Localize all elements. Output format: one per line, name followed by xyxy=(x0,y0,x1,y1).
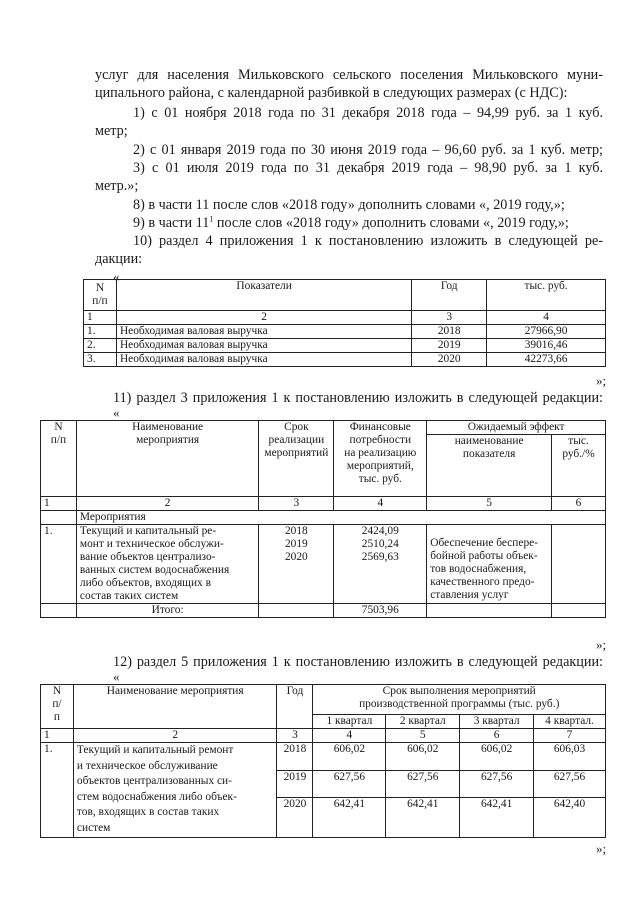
item-9-part-1: 9) в части 11 xyxy=(133,215,210,231)
table-row xyxy=(41,743,606,771)
section-11: 11) раздел 3 приложения 1 к постановлению изложить в следующей редакции: xyxy=(113,390,603,406)
item-3-line-a: 3) с 01 июля 2019 года по 31 декабря 2019 года – 98,90 руб. за 1 куб. xyxy=(133,160,603,176)
t3-2018-q4: 606,03 xyxy=(534,743,606,771)
intro-line-2: ципального района, с календарной разбивкой в следующих размерах (с НДС): xyxy=(95,85,568,101)
t2-total-empty-2 xyxy=(259,604,334,618)
t3-num-5: 5 xyxy=(386,729,460,743)
t3-2018-q3: 606,02 xyxy=(460,743,534,771)
t1-num-3: 3 xyxy=(412,311,487,325)
t2-total-label: Итого: xyxy=(76,604,258,618)
t2-row-pct xyxy=(552,525,606,604)
t2-num-3: 3 xyxy=(259,497,334,511)
t1-header-indicators: Показатели xyxy=(116,280,411,311)
t3-header-q1: 1 квартал xyxy=(313,715,386,729)
t2-total-empty xyxy=(41,604,77,618)
t2-total-value: 7503,96 xyxy=(334,604,427,618)
t1-header-n: N п/п xyxy=(84,280,117,311)
t3-num-3: 3 xyxy=(277,729,313,743)
t2-header-pct: тыс. руб./% xyxy=(552,435,606,497)
t3-num-7: 7 xyxy=(534,729,606,743)
t1-row2-n: 2. xyxy=(84,339,117,353)
table-row xyxy=(84,339,606,353)
t3-header-q4: 4 квартал. xyxy=(534,715,606,729)
t3-2018-q1: 606,02 xyxy=(313,743,386,771)
item-10-line-b: дакции: xyxy=(95,251,143,267)
t1-row1-year: 2018 xyxy=(412,325,487,339)
close-quote-2: »; xyxy=(596,637,607,652)
t3-2020-q2: 642,41 xyxy=(386,798,460,838)
t2-num-1: 1 xyxy=(41,497,77,511)
t1-row3-year: 2020 xyxy=(412,353,487,367)
open-quote-2: « xyxy=(113,405,120,420)
t2-header-indicator-name: наименование показателя xyxy=(427,435,552,497)
t3-2019-q3: 627,56 xyxy=(460,771,534,798)
t3-2020-year: 2020 xyxy=(277,798,313,838)
t1-row1-n: 1. xyxy=(84,325,117,339)
t3-header-n: N п/ п xyxy=(41,685,74,729)
t1-num-1: 1 xyxy=(84,311,117,325)
close-quote-3: »; xyxy=(596,841,607,856)
t2-total-empty-4 xyxy=(552,604,606,618)
t2-row-amounts: 2424,09 2510,24 2569,63 xyxy=(334,525,427,604)
item-10-line-a: 10) раздел 4 приложения 1 к постановлению изложить в следующей ре- xyxy=(133,233,603,249)
t2-row-effect: Обеспечение беспере- бойной работы объек- тов водоснабжения, качественного предо- ставления услуг xyxy=(427,525,552,604)
section-12: 12) раздел 5 приложения 1 к постановлению изложить в следующей редакции: xyxy=(113,654,603,670)
t2-row-name: Текущий и капитальный ре- монт и техническое обслужи- вание объектов централизо- ванных систем водоснабжения либо объектов, входящих в состав таких систем xyxy=(76,525,258,604)
open-quote-3: « xyxy=(113,669,120,684)
t3-2018-year: 2018 xyxy=(277,743,313,771)
t2-row-years: 2018 2019 2020 xyxy=(259,525,334,604)
t3-2019-year: 2019 xyxy=(277,771,313,798)
t2-num-2: 2 xyxy=(76,497,258,511)
t2-row-n: 1. xyxy=(41,525,77,604)
t3-row-n: 1. xyxy=(41,743,74,838)
t1-num-4: 4 xyxy=(487,311,606,325)
t3-header-term: Срок выполнения мероприятий производственной программы (тыс. руб.) xyxy=(313,685,606,715)
t3-2020-q3: 642,41 xyxy=(460,798,534,838)
t1-row1-ind: Необходимая валовая выручка xyxy=(116,325,411,339)
t3-num-6: 6 xyxy=(460,729,534,743)
t2-total-empty-3 xyxy=(427,604,552,618)
table-indicators xyxy=(83,279,606,367)
item-9-superscript: 1 xyxy=(209,214,214,224)
t3-2019-q1: 627,56 xyxy=(313,771,386,798)
t2-group-empty xyxy=(41,511,77,525)
t3-2018-q2: 606,02 xyxy=(386,743,460,771)
t2-header-effect: Ожидаемый эффект xyxy=(427,421,606,435)
item-1-line-a: 1) с 01 ноября 2018 года по 31 декабря 2018 года – 94,99 руб. за 1 куб. xyxy=(133,105,603,121)
t2-header-n: N п/п xyxy=(41,421,77,497)
close-quote-1: »; xyxy=(596,373,607,388)
t2-num-4: 4 xyxy=(334,497,427,511)
t3-2020-q4: 642,40 xyxy=(534,798,606,838)
t1-row2-ind: Необходимая валовая выручка xyxy=(116,339,411,353)
t1-header-rub: тыс. руб. xyxy=(487,280,606,311)
t3-num-2: 2 xyxy=(73,729,277,743)
t1-row3-ind: Необходимая валовая выручка xyxy=(116,353,411,367)
t3-2019-q4: 627,56 xyxy=(534,771,606,798)
t3-header-name: Наименование мероприятия xyxy=(73,685,277,729)
item-2: 2) с 01 января 2019 года по 30 июня 2019 года – 96,60 руб. за 1 куб. метр; xyxy=(133,142,603,158)
t3-2019-q2: 627,56 xyxy=(386,771,460,798)
t2-num-6: 6 xyxy=(552,497,606,511)
table-measures xyxy=(40,420,606,618)
intro-line-1: услуг для населения Мильковского сельского поселения Мильковского муни- xyxy=(95,67,603,83)
t1-row3-n: 3. xyxy=(84,353,117,367)
t1-num-2: 2 xyxy=(116,311,411,325)
item-3-line-b: метр.»; xyxy=(95,178,139,194)
table-schedule xyxy=(40,684,606,838)
t1-row3-val: 42273,66 xyxy=(487,353,606,367)
item-8: 8) в части 11 после слов «2018 году» дополнить словами «, 2019 году,»; xyxy=(133,197,565,213)
t1-row2-year: 2019 xyxy=(412,339,487,353)
t3-2020-q1: 642,41 xyxy=(313,798,386,838)
item-9-part-2: после слов «2018 году» дополнить словами «, 2019 году,»; xyxy=(213,215,569,231)
table-row xyxy=(41,525,606,604)
t3-header-q3: 3 квартал xyxy=(460,715,534,729)
t1-row2-val: 39016,46 xyxy=(487,339,606,353)
t2-num-5: 5 xyxy=(427,497,552,511)
table-row xyxy=(84,353,606,367)
t2-header-fin: Финансовые потребности на реализацию мероприятий, тыс. руб. xyxy=(334,421,427,497)
t1-row1-val: 27966,90 xyxy=(487,325,606,339)
t3-num-1: 1 xyxy=(41,729,74,743)
t2-group-label: Мероприятия xyxy=(76,511,605,525)
t2-header-term: Срок реализации мероприятий xyxy=(259,421,334,497)
table-row xyxy=(84,325,606,339)
item-9 xyxy=(133,214,569,232)
item-1-line-b: метр; xyxy=(95,123,128,139)
open-quote-1: « xyxy=(113,269,120,284)
t1-header-year: Год xyxy=(412,280,487,311)
t3-row-name: Текущий и капитальный ремонт и техническое обслуживание объектов централизованных си- стем водоснабжения либо объек- тов, входящих в состав таких систем xyxy=(73,743,277,838)
t3-header-q2: 2 квартал xyxy=(386,715,460,729)
t3-num-4: 4 xyxy=(313,729,386,743)
t3-header-year: Год xyxy=(277,685,313,729)
t2-header-name: Наименование мероприятия xyxy=(76,421,258,497)
